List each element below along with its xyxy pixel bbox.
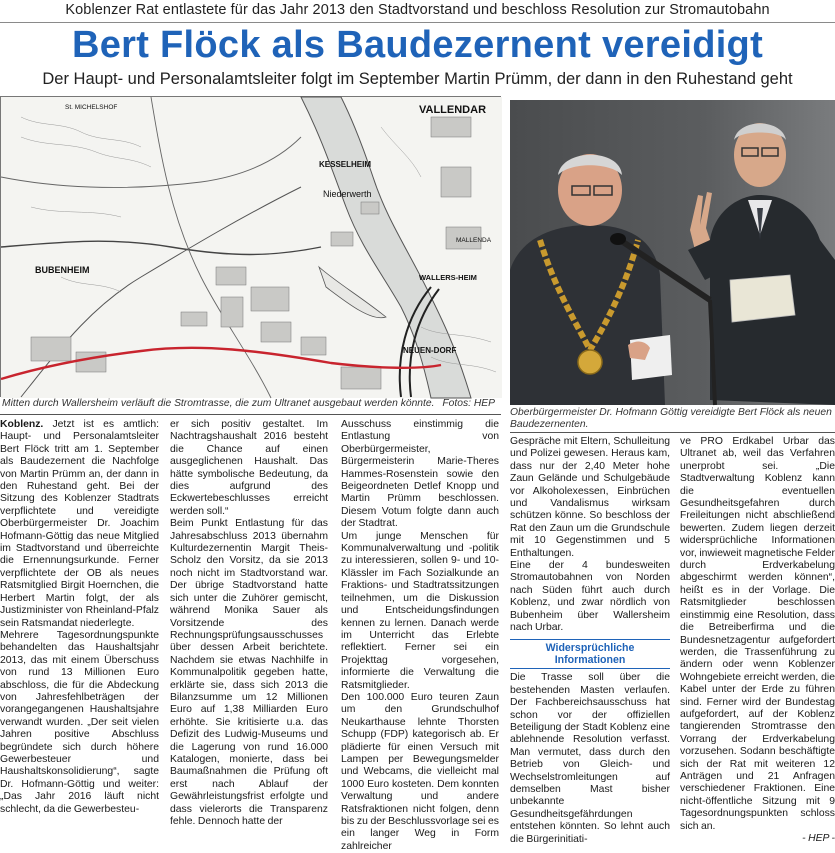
column-1-text-1: Jetzt ist es amtlich: Haupt- und Personalamtsleiter Bert Flöck tritt am 1. September als Baudezernent die Nachfolge von Martin Prümm an, der dann in den Ruhestand geht. Bei der Sitzung des Koblenzer Stadtrats verpflichtete und vereidigte Oberbürgermeister Dr. Joachim Hofmann-Göttig das neue Mitglied im Stadtvorstand und überreichte die Ernennungsurkunde. Ferner verpflichtete der OB als neues Ratsmitglied Birgit Hoernchen, die Herbert Martin folgt, der als Justizminister von Rheinland-Pfalz sein Ratsmandat niederlegte.	[0, 419, 159, 629]
column-4-paragraph-3: Die Trasse soll über die bestehenden Masten verlaufen. Der Fachbereichsausschuss hat schon vor der offiziellen Beteiligung der Stadt Koblenz eine ablehnende Resolution verfasst. Man vermutet, dass durch den Betrieb von Gleich- und Wechselstromleitungen auf demselben Mast bisher unbekannte Gesundheitsgefährdungen entstehen könnten. So lehnt auch die Bürgerinitiati-	[510, 672, 670, 845]
column-1-paragraph-2: Mehrere Tagesordnungspunkte behandelten das Haushaltsjahr 2013, das mit einem Überschuss von rund 13 Millionen Euro abschloss, die für die Abdeckung von Jahresfehlbeträgen der vorangegangenen Haushaltsjahre verwandt wurden. „Der seit vielen Jahren positive Abschluss begründete sich durch höhere Gewerbesteuer und Haushaltskonsolidierung“, sagte Dr. Hofmann-Göttig und weiter: „Das Jahr 2016 läuft nicht schlecht, da die Gewerbesteu-	[0, 629, 159, 815]
column-1-paragraph-1	[0, 419, 159, 630]
route-map-drawing	[1, 97, 502, 398]
article-kicker: Koblenzer Rat entlastete für das Jahr 2013 den Stadtvorstand und beschloss Resolution zur Stromautobahn	[65, 2, 770, 18]
map-label-bubenheim: BUBENHEIM	[35, 265, 90, 275]
map-label-st-michelshof: St. MICHELSHOF	[65, 104, 118, 111]
photo-caption-divider	[510, 432, 835, 433]
map-label-mallenda: MALLENDA	[456, 237, 492, 244]
author-signature: - HEP -	[802, 833, 835, 844]
dateline: Koblenz.	[0, 419, 44, 430]
map-label-vallendar: VALLENDAR	[419, 104, 487, 116]
article-column-2	[170, 419, 328, 825]
map-label-neuendorf: NEUEN-DORF	[403, 346, 457, 355]
article-column-4	[510, 436, 670, 845]
column-5-paragraph-1: ve PRO Erdkabel Urbar das Ultranet ab, weil das Verfahren unerprobt sei. „Die Stadtverwaltung Koblenz kann die eventuellen Gesundheitsgefahren durch Freileitungen nicht abschließend bewerten. Zudem liegen derzeit widersprüchliche Informationen vor, inwieweit magnetische Felder durch Erdverkabelung abgeschirmt werden können“, heißt es in der Vorlage. Die Ratsmitglieder beschlossen einstimmig eine Resolution, dass die Betreiberfirma und die Bundesnetzagentur aufgefordert werden, die Trassenführung zu ändern oder wenn Koblenzer Wohngebiete erreicht werden, die Kabel unter der Erde zu führen sind. Ferner wird der Bundestag aufgefordert, auf der Koblenz tangierenden Stromtrasse den Vorrang der Erdverkabelung vorzusehen. Sodann beschäftigte sich der Rat mit weiteren 12 Anträgen und 21 Anfragen verschiedener Fraktionen. Eine nicht-öffentliche Sitzung mit 9 Tagesordnungspunkten schloss sich an.	[680, 436, 835, 832]
route-map	[0, 96, 501, 397]
article-column-5	[680, 436, 835, 844]
article-headline: Bert Flöck als Baudezernent vereidigt	[71, 24, 764, 66]
column-3-paragraph-1: Ausschuss einstimmig die Entlastung von Oberbürgermeister, Bürgermeisterin Marie-Theres Hammes-Rosenstein sowie den Beigeordneten Detlef Knopp und Martin Prümm beschlossen. Diesem Votum folgte dann auch der Stadtrat.	[341, 419, 499, 530]
map-label-kesselheim: KESSELHEIM	[319, 160, 372, 169]
kicker-divider	[0, 22, 835, 23]
article-column-3	[341, 419, 499, 852]
map-label-wallersheim: WALLERS-HEIM	[419, 273, 477, 282]
column-2-paragraph-1: er sich positiv gestaltet. Im Nachtragshaushalt 2016 besteht die Chance auf einen ausgeglichenen Haushalt. Das hätte symbolische Bedeutung, da dies aufgrund des Eckwertebeschlusses erreicht werden soll.“	[170, 419, 328, 517]
map-caption: Mitten durch Wallersheim verläuft die Stromtrasse, die zum Ultranet ausgebaut werden könnte.	[2, 398, 435, 409]
map-label-niederwerth: Niederwerth	[323, 189, 372, 199]
swearing-in-photo	[510, 100, 835, 405]
map-caption-row	[0, 398, 501, 414]
article-column-1	[0, 419, 159, 825]
column-3-paragraph-3: Den 100.000 Euro teuren Zaun um den Grundschulhof Neukarthause lehnte Thorsten Schupp (FDP) kategorisch ab. Er plädierte für einen Versuch mit Lampen per Bewegungsmelder und Webcams, die vielleicht mal 1000 Euro kosteten. Dem konnten Verwaltung und andere Ratsfraktionen nicht folgen, denn bis zu der Beschlussvorlage sei es ein langer Weg in Form zahlreicher	[341, 691, 499, 852]
photo-caption: Oberbürgermeister Dr. Hofmann Göttig vereidigte Bert Flöck als neuen Baudezernenten.	[510, 407, 832, 430]
column-2-paragraph-2: Beim Punkt Entlastung für das Jahresabschluss 2013 übernahm Kulturdezernentin Margit Theis-Scholz den Vorsitz, da sie 2013 noch nicht im Stadtvorstand war. Der übrige Stadtvorstand hatte sich unter die Zuhörer gemischt, während Monika Sauer als Vorsitzende des Rechnungsprüfungsausschusses über dessen Arbeit berichtete. Nachdem sie etwas Nachhilfe in Kommunalpolitik gegeben hatte, erklärte sie, dass sich 2013 die Bilanzsumme um 12 Millionen Euro auf 1,38 Milliarden Euro erhöhte. Sie kritisierte u.a. das Defizit des Ludwig-Museums und die Lagerung von rund 16.000 Katalogen, monierte, dass bei Baumaßnahmen die Prüfung oft erst nach Ablauf der Gewährleistungsfrist erfolgte und dass vielerorts die Transparenz fehle. Dennoch hatte der	[170, 518, 328, 827]
photo-credit: Fotos: HEP	[442, 398, 495, 409]
column-4-paragraph-1: Gespräche mit Eltern, Schulleitung und Polizei gewesen. Heraus kam, dass nur der 2,40 Meter hohe Zaun Gelände und Schulgebäude vor Alkoholexessen, Einbrüchen und Vandalismus wirksam schützen könne. So beschloss der Rat den Zaun um die Grundschule mit 10 Gegenstimmen und 5 Enthaltungen.	[510, 436, 670, 559]
swearing-in-photo-drawing	[510, 100, 835, 405]
column-4-paragraph-2: Eine der 4 bundesweiten Stromautobahnen von Norden nach Süden führt auch durch Koblenz, und zwar nördlich von Bubenheim über Wallersheim nach Urbar.	[510, 560, 670, 634]
article-subheadline: Der Haupt- und Personalamtsleiter folgt im September Martin Prümm, der dann in den Ruhestand geht	[42, 70, 793, 88]
section-subheading: Widersprüchliche Informationen	[510, 639, 670, 670]
column-3-paragraph-2: Um junge Menschen für Kommunalverwaltung und -politik zu interessieren, sollen 9- und 10-Klässler im Fach Sozialkunde an Fraktions- und Stadtratssitzungen teilnehmen, um die Diskussion und Entscheidungsfindungen kennen zu lernen. Danach werde im Unterricht das Erlebte reflektiert. Ferner sei ein Projekttag vorgesehen, informierte die Verwaltung die Ratsmitglieder.	[341, 530, 499, 691]
caption-divider	[0, 414, 501, 415]
